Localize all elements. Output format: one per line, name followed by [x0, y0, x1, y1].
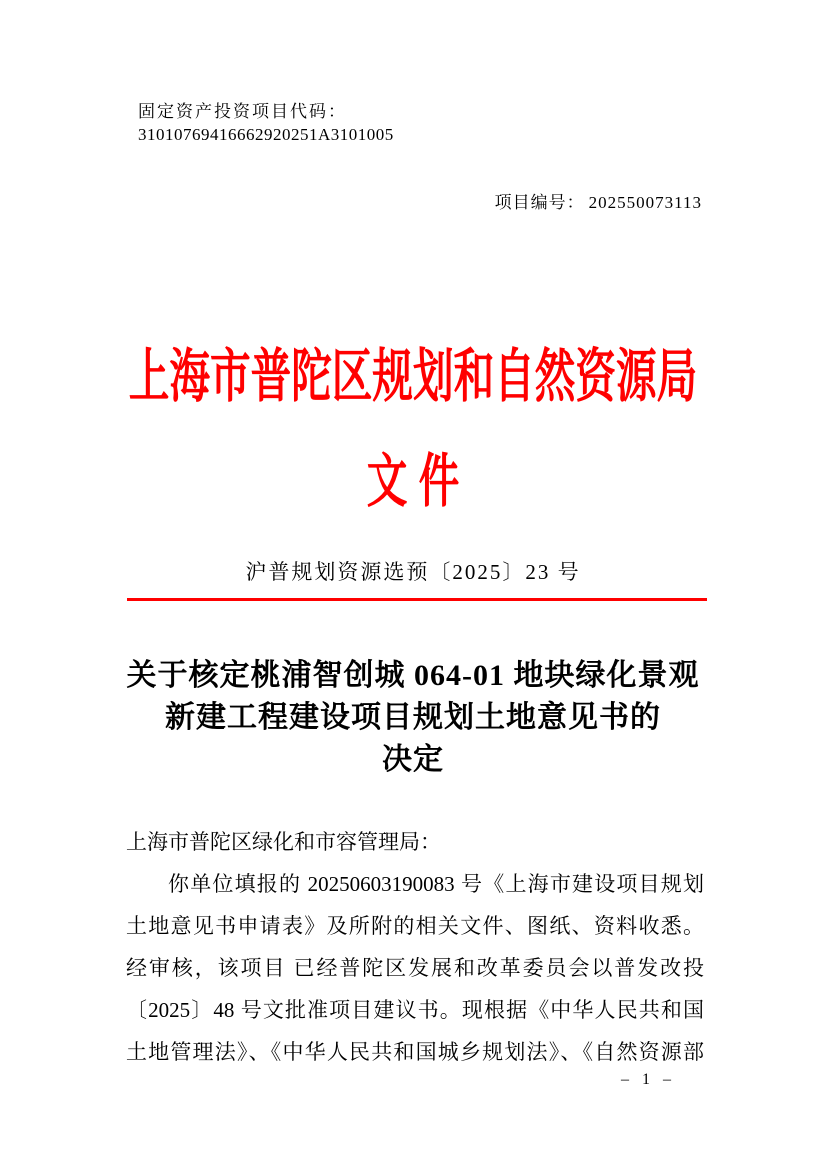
masthead-agency-name: 上海市普陀区规划和自然资源局: [128, 344, 698, 409]
red-divider-line: [127, 598, 707, 601]
page-number: – 1 –: [621, 1071, 671, 1088]
project-number-label: 项目编号：: [494, 193, 585, 212]
document-title-line-1: 关于核定桃浦智创城 064-01 地块绿化景观: [126, 659, 700, 692]
body-line: 土地管理法》、《中华人民共和国城乡规划法》、《自然资源部: [126, 1040, 704, 1064]
project-number-value: 202550073113: [588, 193, 702, 212]
document-title-line-3: 决定: [382, 743, 444, 776]
masthead-document-word: 文件: [366, 449, 471, 514]
document-reference-number: 沪普规划资源选预〔2025〕23 号: [245, 560, 581, 584]
agency-masthead: [0, 346, 826, 528]
investment-code-label: 固定资产投资项目代码：: [138, 102, 347, 121]
document-body: [126, 821, 704, 1073]
document-title: [0, 655, 826, 781]
body-line: 土地意见书申请表》及所附的相关文件、图纸、资料收悉。: [126, 914, 704, 938]
document-title-line-2: 新建工程建设项目规划土地意见书的: [165, 701, 661, 734]
investment-code-block: [138, 100, 394, 146]
salutation-line: 上海市普陀区绿化和市容管理局：: [126, 830, 441, 854]
investment-code-value: 31010769416662920251A3101005: [138, 125, 394, 144]
body-line: 〔2025〕48 号文批准项目建议书。现根据《中华人民共和国: [126, 998, 704, 1022]
body-line: 你单位填报的 20250603190083 号《上海市建设项目规划: [168, 872, 704, 896]
body-line: 经审核，该项目 已经普陀区发展和改革委员会以普发改投: [126, 956, 704, 980]
project-number-line: [495, 188, 702, 213]
